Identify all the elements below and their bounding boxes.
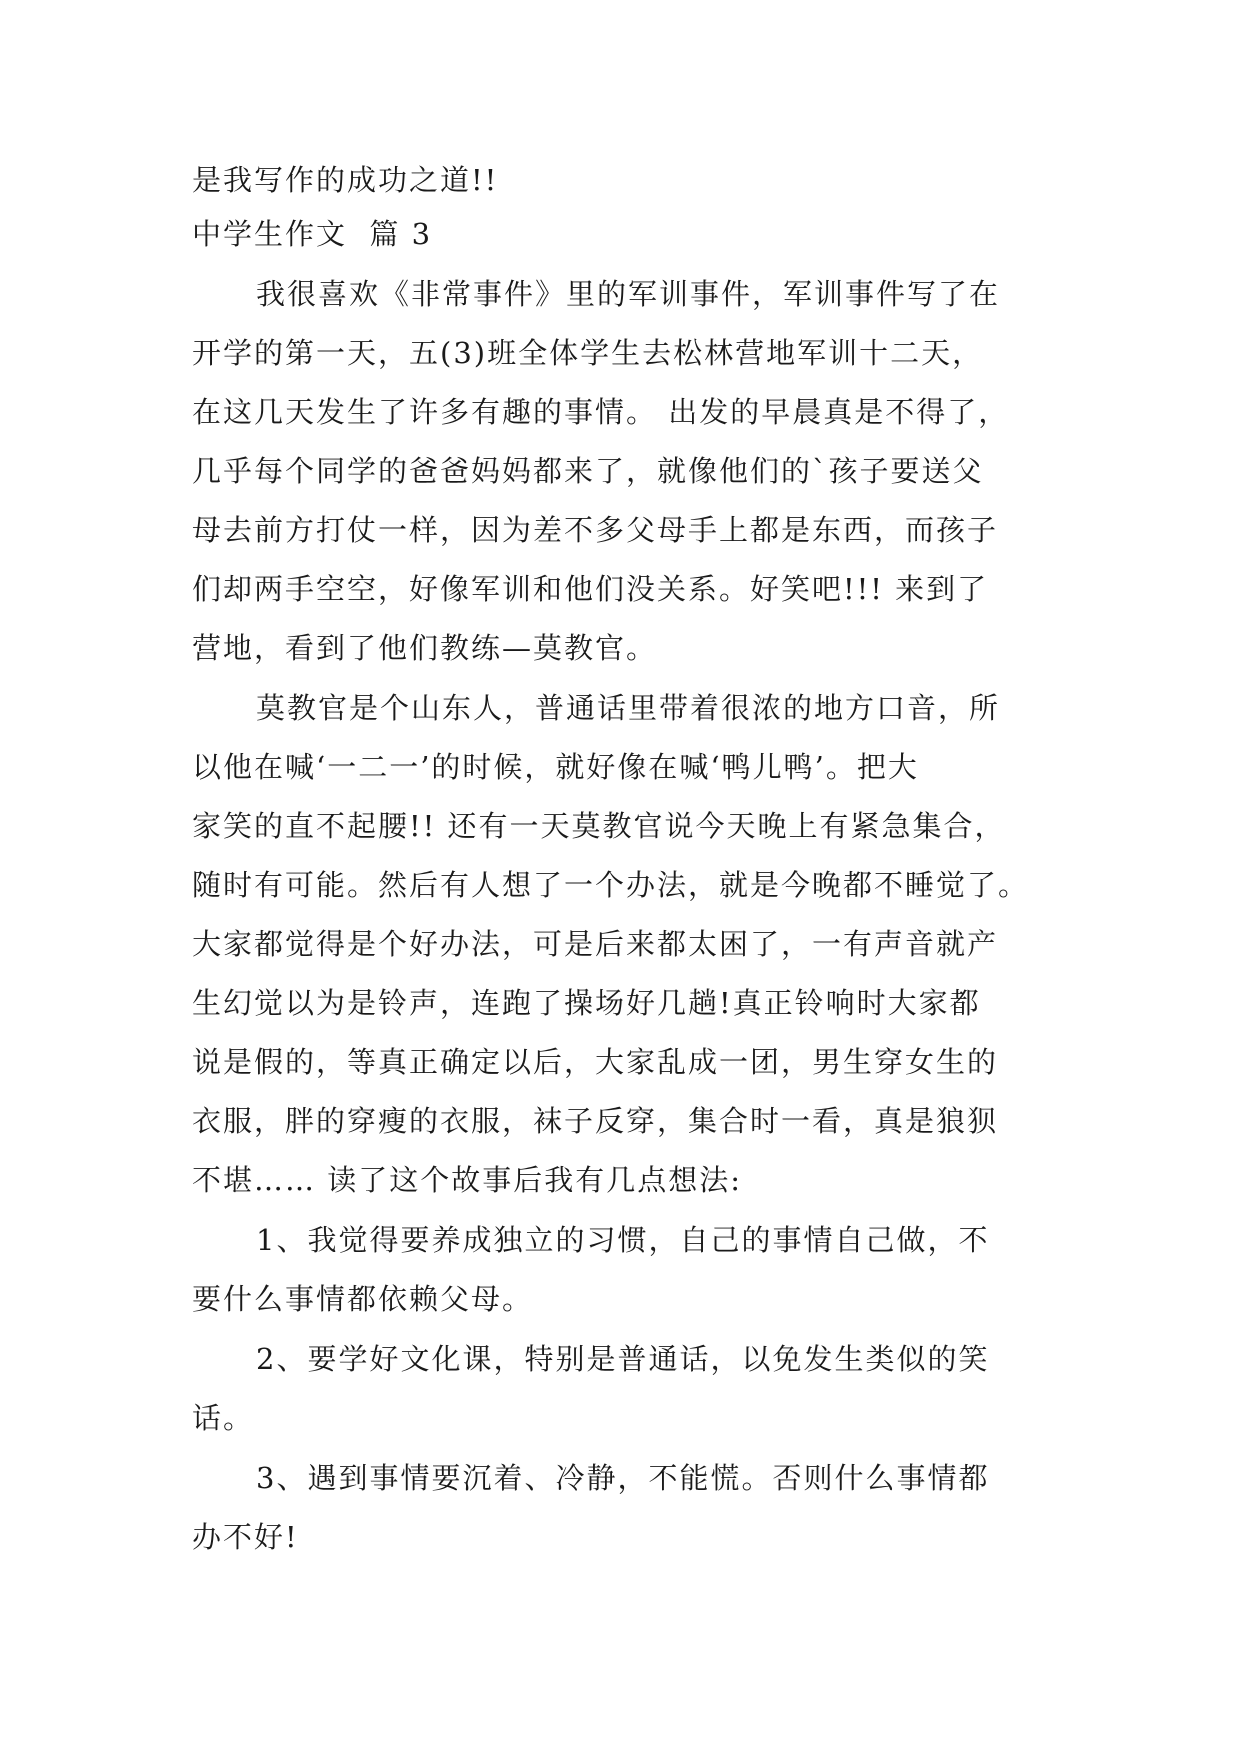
paragraph-line: 3、遇到事情要沉着、冷静，不能慌。否则什么事情都 [256,1461,990,1495]
paragraph-line: 衣服，胖的穿瘦的衣服，袜子反穿，集合时一看，真是狼狈 [192,1104,999,1138]
paragraph-line: 说是假的，等真正确定以后，大家乱成一团，男生穿女生的 [192,1045,999,1079]
section-heading: 中学生作文 篇 3 [192,217,433,251]
document-body [192,160,1052,1577]
paragraph-line: 在这几天发生了许多有趣的事情。 出发的早晨真是不得了， [192,395,1010,429]
paragraph-line: 我很喜欢《非常事件》里的军训事件，军训事件写了在 [256,277,1001,311]
paragraph-1 [192,274,1052,668]
paragraph-line: 话。 [192,1401,255,1435]
paragraph-line: 家笑的直不起腰!! 还有一天莫教官说今天晚上有紧急集合， [192,809,1006,843]
paragraph-line: 营地，看到了他们教练—莫教官。 [192,631,658,665]
paragraph-line: 2、要学好文化课，特别是普通话，以免发生类似的笑 [256,1342,990,1376]
paragraph-point-2 [192,1339,1052,1438]
paragraph-point-3 [192,1458,1052,1557]
paragraph-line: 莫教官是个山东人，普通话里带着很浓的地方口音，所 [256,691,1001,725]
paragraph-line: 要什么事情都依赖父母。 [192,1282,534,1316]
paragraph-line: 办不好! [192,1520,299,1554]
paragraph-line: 们却两手空空，好像军训和他们没关系。好笑吧!!! 来到了 [192,572,989,606]
paragraph-line: 几乎每个同学的爸爸妈妈都来了，就像他们的`孩子要送父 [192,454,984,488]
lead-line: 是我写作的成功之道!! [192,163,499,197]
paragraph-line: 以他在喊‘一二一’的时候，就好像在喊‘鸭儿鸭’。把大 [192,750,919,784]
paragraph-line: 随时有可能。然后有人想了一个办法，就是今晚都不睡觉了。 [192,868,1030,902]
paragraph-line: 生幻觉以为是铃声，连跑了操场好几趟!真正铃响时大家都 [192,986,981,1020]
paragraph-2 [192,688,1052,1200]
paragraph-line: 1、我觉得要养成独立的习惯，自己的事情自己做，不 [256,1223,990,1257]
paragraph-line: 不堪…… 读了这个故事后我有几点想法: [192,1163,742,1197]
paragraph-line: 开学的第一天，五(3)班全体学生去松林营地军训十二天， [192,336,984,370]
paragraph-line: 大家都觉得是个好办法，可是后来都太困了，一有声音就产 [192,927,999,961]
paragraph-line: 母去前方打仗一样，因为差不多父母手上都是东西，而孩子 [192,513,999,547]
paragraph-point-1 [192,1220,1052,1319]
